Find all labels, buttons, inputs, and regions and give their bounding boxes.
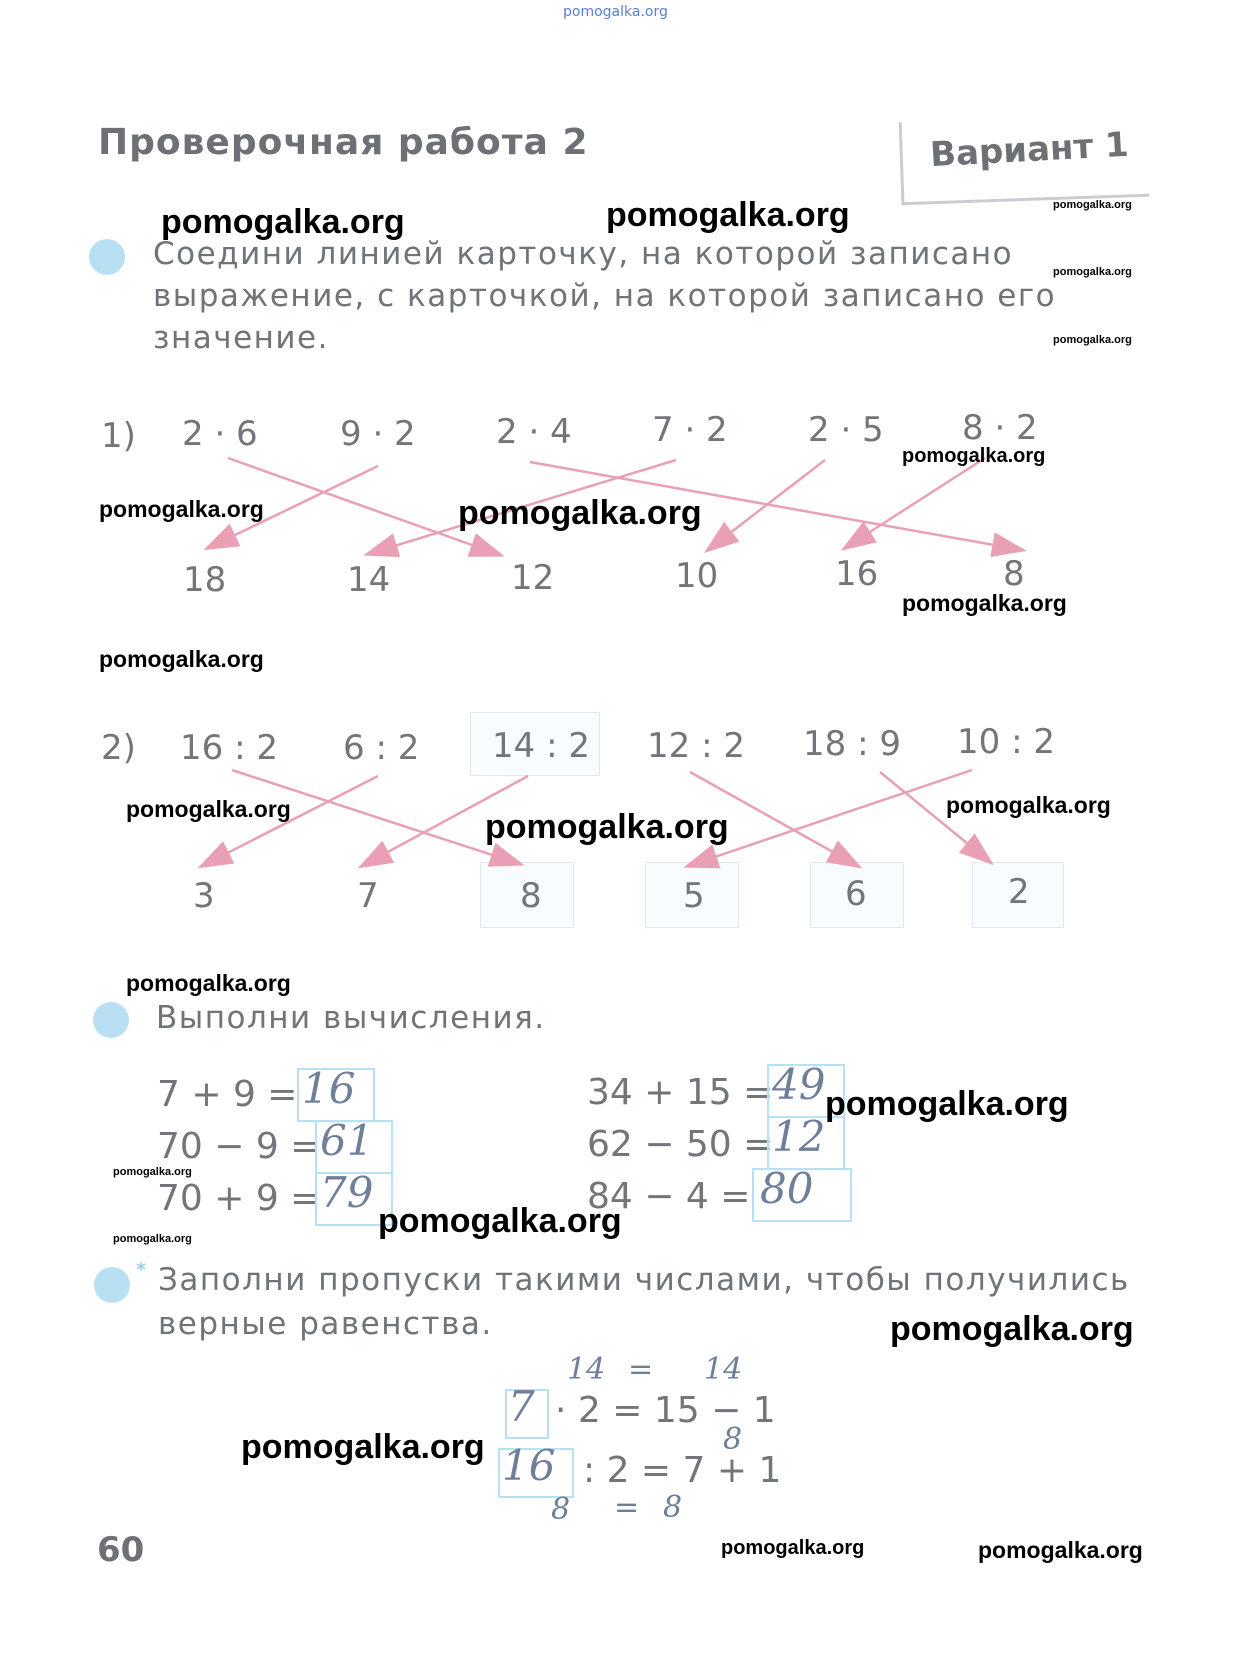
part-2-result: 7	[357, 876, 379, 916]
page-number: 60	[97, 1530, 145, 1570]
watermark: pomogalka.org	[946, 792, 1111, 818]
watermark: pomogalka.org	[126, 970, 291, 996]
part-1-expression: 2 · 6	[182, 414, 258, 454]
equation-rest: · 2 = 15 − 1	[555, 1390, 776, 1431]
handwritten-note: 8	[551, 1492, 571, 1527]
part-2-result: 5	[683, 876, 705, 916]
calc-expression: 7 + 9 =	[157, 1074, 298, 1115]
watermark: pomogalka.org	[1053, 199, 1132, 211]
watermark: pomogalka.org	[1053, 266, 1132, 278]
watermark: pomogalka.org	[99, 496, 264, 522]
part-1-result: 14	[347, 560, 391, 600]
watermark: pomogalka.org	[378, 1202, 622, 1240]
handwritten-answer: 79	[320, 1168, 374, 1217]
part-1-result: 12	[511, 558, 555, 598]
part-1-expression: 2 · 4	[496, 412, 572, 452]
task-3-text-line-1: Заполни пропуски такими числами, чтобы получились	[158, 1262, 1130, 1298]
watermark: pomogalka.org	[485, 808, 729, 846]
handwritten-note: 8	[723, 1422, 743, 1457]
task-3-number-icon	[94, 1267, 130, 1303]
part-2-result: 6	[845, 874, 867, 914]
part-1-expression: 7 · 2	[652, 410, 728, 450]
part-1-label: 1)	[101, 416, 136, 456]
task-2-text: Выполни вычисления.	[156, 1000, 546, 1036]
top-watermark: pomogalka.org	[563, 4, 668, 20]
task-1-text-line-2: выражение, с карточкой, на которой записано его	[153, 278, 1057, 314]
part-1-result: 10	[675, 556, 719, 596]
watermark: pomogalka.org	[99, 646, 264, 672]
handwritten-answer: 61	[320, 1116, 374, 1165]
watermark: pomogalka.org	[113, 1233, 192, 1245]
calc-expression: 84 − 4 =	[587, 1176, 751, 1217]
part-2-expression: 16 : 2	[180, 728, 278, 768]
part-2-result: 2	[1008, 872, 1030, 912]
part-2-expression: 12 : 2	[647, 726, 745, 766]
task-3-text-line-2: верные равенства.	[158, 1306, 493, 1342]
handwritten-answer: 80	[760, 1164, 814, 1213]
part-2-expression: 18 : 9	[803, 724, 901, 764]
task-1-text-line-1: Соедини линией карточку, на которой записано	[153, 236, 1014, 272]
handwritten-answer: 12	[772, 1112, 826, 1161]
task-1-text-line-3: значение.	[153, 320, 329, 356]
calc-expression: 62 − 50 =	[587, 1124, 774, 1165]
match-line	[708, 460, 825, 550]
part-2-result: 8	[520, 876, 542, 916]
part-2-expression: 14 : 2	[492, 726, 590, 766]
part-2-expression: 6 : 2	[343, 728, 420, 768]
handwritten-answer: 7	[508, 1382, 535, 1431]
part-1-expression: 8 · 2	[962, 408, 1038, 448]
watermark: pomogalka.org	[890, 1310, 1134, 1348]
watermark: pomogalka.org	[978, 1537, 1143, 1563]
watermark: pomogalka.org	[902, 590, 1067, 616]
part-2-expression: 10 : 2	[957, 722, 1055, 762]
part-1-result: 18	[183, 560, 227, 600]
watermark: pomogalka.org	[606, 196, 850, 234]
task-2-number-icon	[93, 1002, 129, 1038]
variant-label: Вариант 1	[929, 124, 1130, 176]
star-icon: *	[136, 1258, 146, 1282]
calc-expression: 70 + 9 =	[157, 1178, 321, 1219]
watermark: pomogalka.org	[902, 445, 1046, 467]
watermark: pomogalka.org	[241, 1428, 485, 1466]
page-title: Проверочная работа 2	[98, 122, 589, 163]
watermark: pomogalka.org	[161, 203, 405, 241]
watermark: pomogalka.org	[721, 1537, 865, 1559]
watermark: pomogalka.org	[458, 494, 702, 532]
handwritten-note: 14	[567, 1352, 606, 1387]
handwritten-note: 8	[663, 1490, 683, 1525]
handwritten-note: =	[614, 1490, 640, 1525]
handwritten-note: =	[628, 1352, 654, 1387]
calc-expression: 34 + 15 =	[587, 1072, 774, 1113]
watermark: pomogalka.org	[113, 1166, 192, 1178]
watermark: pomogalka.org	[825, 1085, 1069, 1123]
part-1-result: 8	[1003, 554, 1025, 594]
equation-rest: : 2 = 7 + 1	[583, 1450, 782, 1491]
watermark: pomogalka.org	[126, 796, 291, 822]
part-1-result: 16	[835, 554, 879, 594]
match-line	[845, 458, 985, 548]
handwritten-answer: 49	[772, 1060, 826, 1109]
part-2-result: 3	[193, 876, 215, 916]
calc-expression: 70 − 9 =	[157, 1126, 321, 1167]
part-1-expression: 2 · 5	[808, 410, 884, 450]
handwritten-answer: 16	[302, 1064, 356, 1113]
handwritten-answer: 16	[502, 1441, 556, 1490]
watermark: pomogalka.org	[1053, 334, 1132, 346]
part-2-label: 2)	[101, 728, 136, 768]
part-1-expression: 9 · 2	[340, 414, 416, 454]
handwritten-note: 14	[704, 1352, 743, 1387]
